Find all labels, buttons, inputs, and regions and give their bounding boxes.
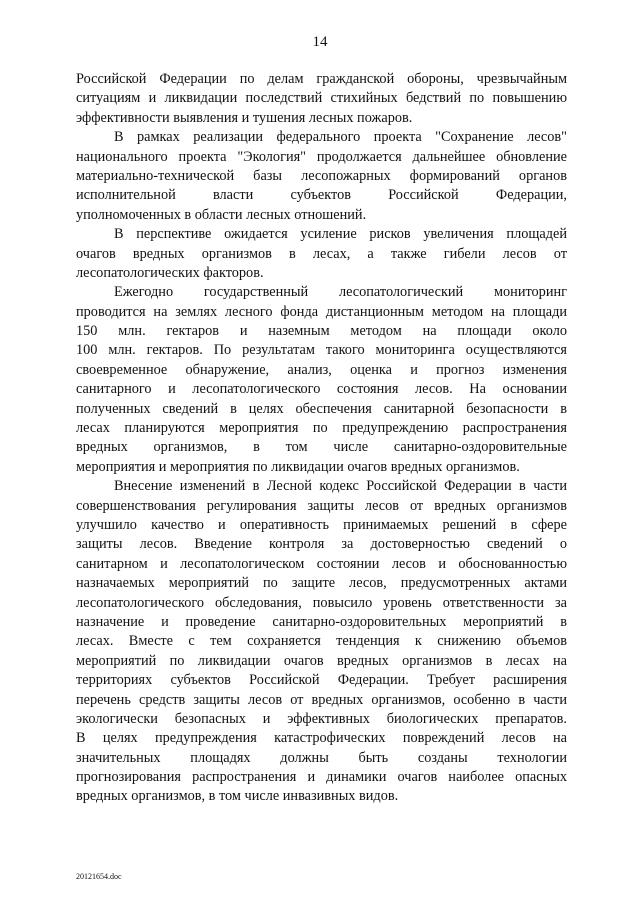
text-line: вредных организмов, в том числе инвазивных видов. — [76, 788, 399, 805]
text-line: В целях предупреждения катастрофических повреждений лесов на — [76, 730, 567, 747]
text-line: исполнительной власти субъектов Российской Федерации, — [76, 187, 567, 204]
text-line: проводится на землях лесного фонда дистанционным методом на площади — [76, 303, 567, 320]
text-line: лесопатологических факторов. — [76, 264, 264, 281]
text-line: Российской Федерации по делам гражданской обороны, чрезвычайным — [76, 71, 567, 87]
text-line: совершенствования регулирования защиты лесов от вредных организмов — [76, 497, 567, 514]
text-line: лесах планируются мероприятия по предупреждению распространения — [76, 420, 567, 437]
text-line: национального проекта "Экология" продолжается дальнейшее обновление — [76, 148, 567, 165]
text-line: Ежегодно государственный лесопатологический мониторинг — [114, 284, 567, 301]
text-line: санитарном и лесопатологическом состоянии лесов и обоснованностью — [76, 555, 567, 572]
text-line: назначаемых мероприятий по защите лесов, предусмотренных актами — [76, 575, 567, 592]
text-line: санитарного и лесопатологического состояния лесов. На основании — [76, 381, 567, 398]
text-line: В рамках реализации федерального проекта "Сохранение лесов" — [114, 129, 567, 146]
text-line: 150 млн. гектаров и наземным методом на площади около — [76, 323, 567, 340]
text-line: В перспективе ожидается усиление рисков увеличения площадей — [114, 226, 567, 243]
text-line: значительных площадях должны быть созданы технологии — [76, 749, 567, 766]
body-text — [76, 70, 567, 807]
text-line: прогнозирования распространения и динамики очагов наиболее опасных — [76, 769, 567, 786]
text-line: ситуациям и ликвидации последствий стихийных бедствий по повышению — [76, 90, 567, 107]
text-line: назначение и проведение санитарно-оздоровительных мероприятий в — [76, 613, 567, 630]
text-line: перечень средств защиты лесов от вредных организмов, особенно в части — [76, 691, 567, 708]
text-line: улучшило качество и оперативность принимаемых решений в сфере — [76, 516, 567, 533]
text-line: 100 млн. гектаров. По результатам такого мониторинга осуществляются — [76, 342, 567, 359]
text-line: мероприятия и мероприятия по ликвидации очагов вредных организмов. — [76, 458, 520, 475]
text-line: своевременное обнаружение, анализ, оценка и прогноз изменения — [76, 361, 567, 378]
text-line: Внесение изменений в Лесной кодекс Российской Федерации в части — [114, 478, 567, 495]
text-line: лесопатологического обследования, повысило уровень ответственности за — [76, 594, 567, 611]
text-line: мероприятий по ликвидации очагов вредных организмов в лесах на — [76, 652, 567, 669]
text-line: уполномоченных в области лесных отношений. — [76, 206, 367, 223]
page-number: 14 — [312, 34, 328, 50]
text-line: территориях субъектов Российской Федерации. Требует расширения — [76, 672, 567, 689]
text-line: вредных организмов, в том числе санитарно-оздоровительные — [76, 439, 567, 456]
paragraph — [76, 283, 567, 477]
footer-filename: 20121654.doc — [76, 872, 122, 881]
paragraph — [76, 225, 567, 283]
paragraph — [76, 128, 567, 225]
text-line: защиты лесов. Введение контроля за достоверностью сведений о — [76, 536, 567, 553]
text-line: экологически безопасных и эффективных биологических препаратов. — [76, 710, 567, 727]
text-line: полученных сведений в целях обеспечения санитарной безопасности в — [76, 400, 567, 417]
paragraph — [76, 477, 567, 807]
text-line: лесах. Вместе с тем сохраняется тенденция к снижению объемов — [76, 633, 567, 650]
text-line: материально-технической базы лесопожарных формирований органов — [76, 167, 567, 184]
paragraph — [76, 70, 567, 128]
text-line: эффективности выявления и тушения лесных пожаров. — [76, 109, 413, 126]
text-line: очагов вредных организмов в лесах, а также гибели лесов от — [76, 245, 567, 262]
